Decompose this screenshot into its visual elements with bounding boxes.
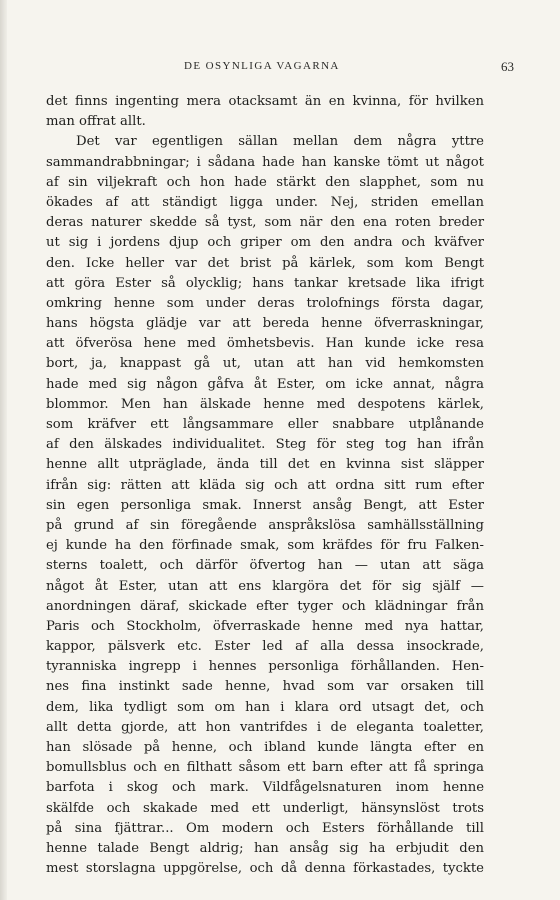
text-line: bomullsblus och en filthatt såsom ett barn efter att få springa — [46, 760, 484, 776]
text-line: tyranniska ingrepp i hennes personliga förhållanden. Hen- — [46, 659, 484, 675]
text-line: ökades af att ständigt ligga under. Nej, striden emellan — [46, 194, 484, 210]
text-line: på grund af sin föregående anspråkslösa samhällsställning — [46, 517, 484, 533]
text-line: som kräfver ett långsammare eller snabbare utplånande — [46, 417, 484, 432]
text-line: att göra Ester så olycklig; hans tankar kretsade lika ifrigt — [46, 275, 484, 291]
text-line: allt detta gjorde, att hon vantrifdes i de eleganta toaletter, — [46, 719, 484, 735]
text-line: af sin viljekraft och hon hade stärkt den slapphet, som nu — [46, 174, 484, 190]
text-line: Paris och Stockholm, öfverraskade henne med nya hattar, — [46, 618, 484, 634]
text-line: ej kunde ha den förfinade smak, som kräfdes för fru Falken- — [46, 538, 484, 554]
body-text — [46, 92, 484, 879]
text-line: bort, ja, knappast gå ut, utan att han vid hemkomsten — [46, 356, 484, 372]
text-line: dem, lika tydligt som om han i klara ord utsagt det, och — [46, 699, 484, 715]
text-line: mest storslagna uppgörelse, och då denna förkastades, tyckte — [46, 861, 484, 877]
text-line: det finns ingenting mera otacksamt än en kvinna, för hvilken — [46, 94, 484, 109]
text-line: anordningen däraf, skickade efter tyger och klädningar från — [46, 598, 484, 614]
text-line: henne talade Bengt aldrig; han ansåg sig ha erbjudit den — [46, 840, 484, 856]
text-line: nes fina instinkt sade henne, hvad som var orsaken till — [46, 679, 484, 695]
text-line: hans högsta glädje var att bereda henne öfverraskningar, — [46, 316, 484, 332]
text-line: henne allt utpräglade, ända till det en kvinna sist släpper — [46, 457, 484, 473]
text-line: sammandrabbningar; i sådana hade han kanske tömt ut något — [46, 154, 484, 170]
text-line: deras naturer skedde så tyst, som när den ena roten breder — [46, 215, 484, 231]
text-line: Det var egentligen sällan mellan dem några yttre — [76, 134, 484, 150]
text-line: ut sig i jordens djup och griper om den andra och kväfver — [46, 235, 484, 251]
text-line: han slösade på henne, och ibland kunde längta efter en — [46, 740, 484, 755]
text-line: blommor. Men han älskade henne med despotens kärlek, — [46, 396, 484, 412]
text-line: omkring henne som under deras trolofnings första dagar, — [46, 295, 484, 311]
page-header — [52, 60, 514, 76]
text-line: af den älskades individualitet. Steg för steg tog han ifrån — [46, 437, 484, 453]
text-line: skälfde och skakade med ett underligt, hänsynslöst trots — [46, 800, 484, 816]
page-binding-shadow — [0, 0, 7, 900]
text-line: hade med sig någon gåfva åt Ester, om icke annat, några — [46, 376, 484, 392]
text-line: sterns toalett, och därför öfvertog han — utan att säga — [46, 558, 484, 574]
text-line: något åt Ester, utan att ens klargöra det för sig själf — — [46, 578, 484, 594]
text-line: den. Icke heller var det brist på kärlek, som kom Bengt — [46, 255, 484, 271]
text-line: sin egen personliga smak. Innerst ansåg Bengt, att Ester — [46, 497, 484, 513]
text-line: barfota i skog och mark. Vildfågelsnaturen inom henne — [46, 780, 484, 796]
running-head: DE OSYNLIGA VAGARNA — [184, 60, 340, 72]
text-line: ifrån sig: rätten att kläda sig och att ordna sitt rum efter — [46, 477, 484, 493]
page-number: 63 — [501, 59, 514, 74]
text-line: på sina fjättrar... Om modern och Esters förhållande till — [46, 820, 484, 836]
text-line: man offrat allt. — [46, 114, 146, 130]
text-line: kappor, pälsverk etc. Ester led af alla dessa insockrade, — [46, 639, 484, 655]
text-line: att öfverösa hene med ömhetsbevis. Han kunde icke resa — [46, 336, 484, 352]
